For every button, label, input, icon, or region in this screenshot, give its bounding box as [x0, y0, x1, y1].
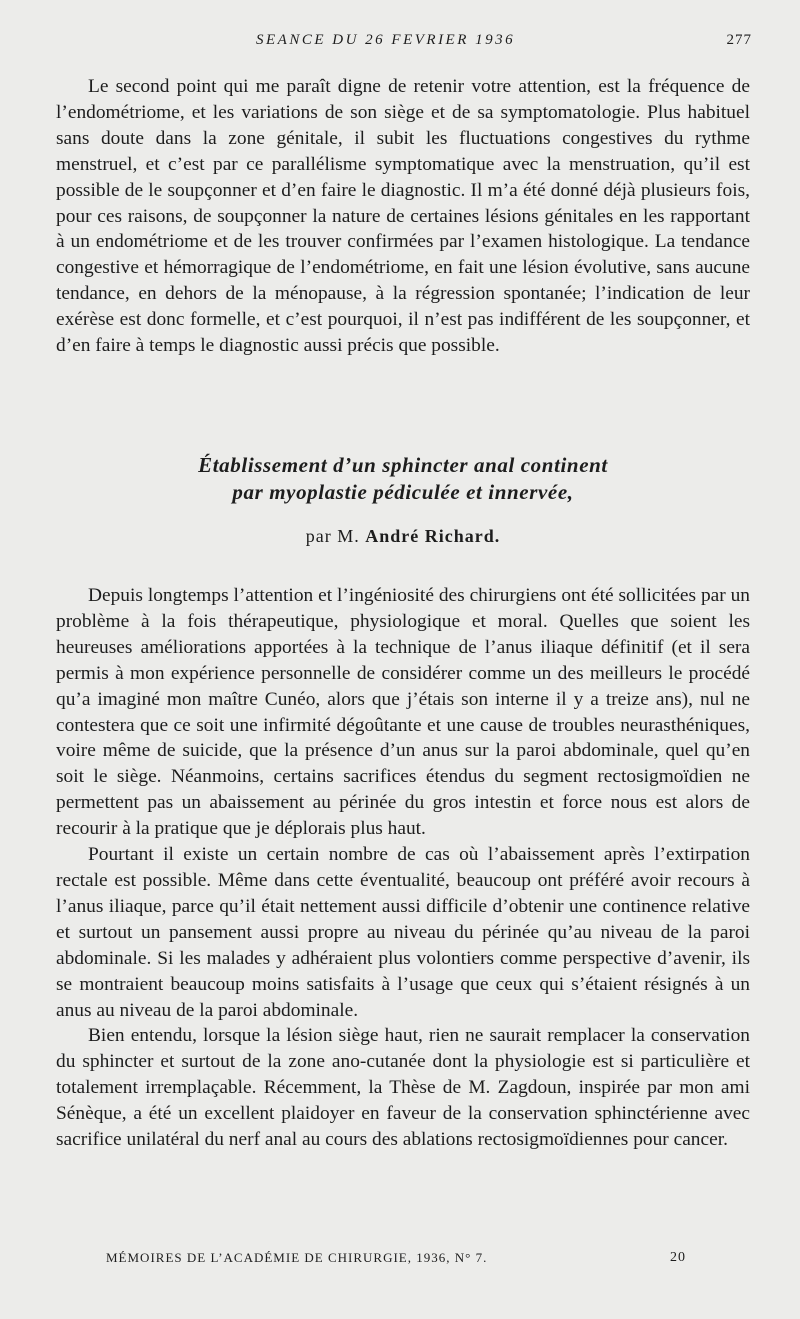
intro-paragraph-block: [56, 74, 750, 359]
signature-mark: 20: [670, 1250, 686, 1265]
article-paragraph-1: Depuis longtemps l’attention et l’ingéniosité des chirurgiens ont été sollicitées par un problème à la fois thérapeutique, physiologique et moral. Quelles que soient les heureuses améliorations apportées à la technique de l’anus iliaque définitif (et il sera permis à mon expérience personnelle de considérer comme un des meilleurs le procédé qu’a imaginé mon maître Cunéo, alors que j’étais son interne il y a treize ans), nul ne contestera que ce soit une infirmité dégoûtante et une cause de troubles neurasthéniques, voire même de suicide, que la présence d’un anus sur la paroi abdominale, quel qu’en soit le siège. Néanmoins, certains sacrifices étendus du segment rectosigmoïdien ne permettent pas un abaissement au périnée du gros intestin et force nous est alors de recourir à la pratique que je déplorais plus haut.: [56, 585, 750, 840]
article-body: [56, 583, 750, 1153]
running-header: [56, 32, 752, 56]
article-title: [56, 452, 750, 506]
article-title-line-2: par myoplastie pédiculée et innervée,: [232, 480, 574, 504]
intro-paragraph: Le second point qui me paraît digne de retenir votre attention, est la fréquence de l’endométriome, et les variations de son siège et de sa symptomatologie. Plus habituel sans doute dans la zone génitale, il subit les fluctuations congestives du rythme menstruel, et c’est par ce parallélisme symptomatique avec la menstruation, qu’il est possible de le soupçonner et d’en faire le diagnostic. Il m’a été donné déjà plusieurs fois, pour ces raisons, de soupçonner la nature de certaines lésions génitales en les rapportant à un endométriome et de les trouver confirmées par l’examen histologique. La tendance congestive et hémorragique de l’endométriome, en fait une lésion évolutive, sans aucune tendance, en dehors de la ménopause, à la régression spontanée; l’indication de leur exérèse est donc formelle, et c’est pourquoi, il n’est pas indifférent de les soupçonner, et d’en faire à temps le diagnostic aussi précis que possible.: [56, 76, 750, 357]
page-footer: [106, 1250, 686, 1272]
article-paragraph-3: Bien entendu, lorsque la lésion siège haut, rien ne saurait remplacer la conservation du sphincter et surtout de la zone ano-cutanée dont la physiologie est si particulière et totalement irremplaçable. Récemment, la Thèse de M. Zagdoun, inspirée par mon ami Sénèque, a été un excellent plaidoyer en faveur de la conservation sphinctérienne avec sacrifice unilatéral du nerf anal au cours des ablations rectosigmoïdiennes pour cancer.: [56, 1025, 750, 1151]
article-paragraph-2: Pourtant il existe un certain nombre de cas où l’abaissement après l’extirpation rectale est possible. Même dans cette éventualité, beaucoup ont préféré avoir recours à l’anus iliaque, parce qu’il était nettement aussi difficile d’obtenir une continence relative et surtout un pansement aussi propre au niveau du périnée qu’au niveau de la paroi abdominale. Si les malades y adhéraient plus volontiers comme perspective d’avenir, ils se montraient beaucoup moins satisfaits à l’usage que ceux qui s’étaient résignés à un anus au niveau de la paroi abdominale.: [56, 844, 750, 1021]
page-number: 277: [726, 32, 752, 48]
byline: [56, 526, 750, 547]
header-title: SEANCE DU 26 FEVRIER 1936: [256, 32, 516, 48]
article-title-line-1: Établissement d’un sphincter anal continent: [198, 453, 608, 477]
byline-prefix: par M.: [305, 526, 360, 546]
author-name: André Richard.: [365, 526, 501, 546]
journal-citation: MÉMOIRES DE L’ACADÉMIE DE CHIRURGIE, 1936, N° 7.: [106, 1250, 488, 1265]
